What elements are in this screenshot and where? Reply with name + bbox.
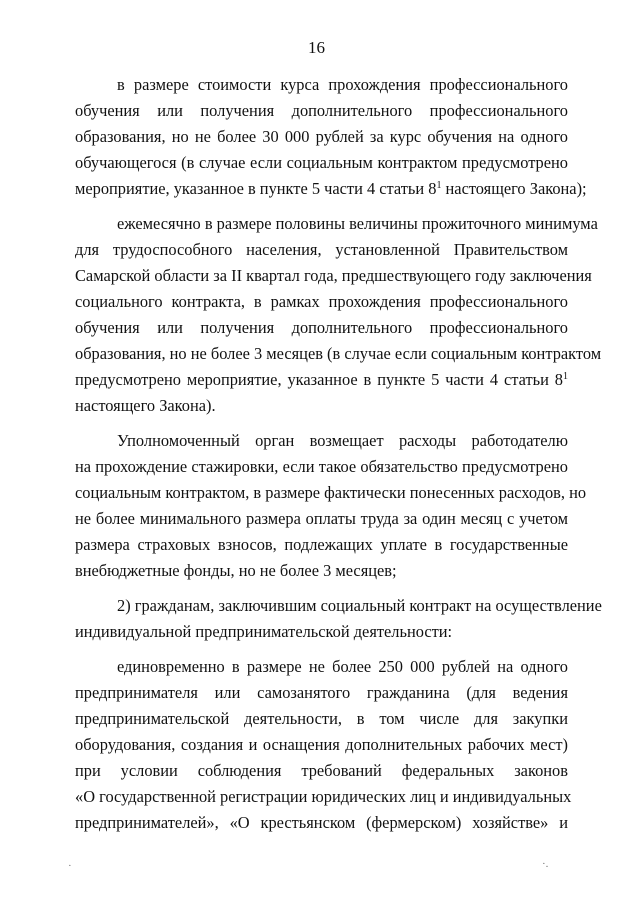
text-line: предпринимателя или самозанятого гражданина (для ведения [75,683,568,702]
page-number: 16 [308,38,325,57]
text-line: 2) гражданам, заключившим социальный контракт на осуществление [117,596,602,615]
text-line: обучения или получения дополнительного профессионального [75,318,568,337]
text-line: социального контракта, в рамках прохождения профессионального [75,292,568,311]
text-line: в размере стоимости курса прохождения профессионального [117,75,568,94]
text-line: не более минимального размера оплаты труда за один месяц с учетом [75,509,568,528]
text-line: предпринимателей», «О крестьянском (фермерском) хозяйстве» и [75,813,568,832]
text-line: обучения или получения дополнительного профессионального [75,101,568,120]
text-line: образования, но не более 30 000 рублей за курс обучения на одного [75,127,568,146]
text-line: образования, но не более 3 месяцев (в случае если социальным контрактом [75,344,602,363]
text-line: внебюджетные фонды, но не более 3 месяцев; [75,561,397,580]
text-line: размера страховых взносов, подлежащих уплате в государственные [75,535,568,554]
superscript: 1 [563,371,568,382]
text-line: мероприятие, указанное в пункте 5 части 4 статьи $8^1$ настоящего Закона); [75,179,587,198]
text-line: «О государственной регистрации юридических лиц и индивидуальных [75,787,572,806]
text-line: обучающегося (в случае если социальным контрактом предусмотрено [75,153,568,172]
paragraph-3 [75,428,587,584]
paragraph-5 [75,654,572,836]
text-line: Самарской области за II квартал года, предшествующего году заключения [75,266,592,285]
text-line: индивидуальной предпринимательской деятельности: [75,622,453,641]
text-line: единовременно в размере не более 250 000 рублей на одного [117,657,568,676]
text-line: при условии соблюдения требований федеральных законов [75,761,568,780]
text-line: ежемесячно в размере половины величины прожиточного минимума [117,214,598,233]
text-line: на прохождение стажировки, если такое обязательство предусмотрено [75,457,568,476]
text-line: Уполномоченный орган возмещает расходы работодателю [117,431,568,450]
paragraph-1 [75,72,587,202]
text-line: предпринимательской деятельности, в том числе для закупки [75,709,568,728]
paragraph-2 [75,211,602,419]
paragraph-4 [75,593,602,645]
text-line: оборудования, создания и оснащения дополнительных рабочих мест) [75,735,568,754]
text-line: предусмотрено мероприятие, указанное в пункте 5 части 4 статьи $8^1$ [75,370,568,389]
text-line: социальным контрактом, в размере фактически понесенных расходов, но [75,483,587,502]
superscript: 1 [436,180,442,191]
text-line: настоящего Закона). [75,396,216,415]
scan-speck: · [68,860,72,872]
text-line: для трудоспособного населения, установленной Правительством [75,240,568,259]
scan-speck: ·. [542,858,549,870]
document-body [75,72,602,836]
